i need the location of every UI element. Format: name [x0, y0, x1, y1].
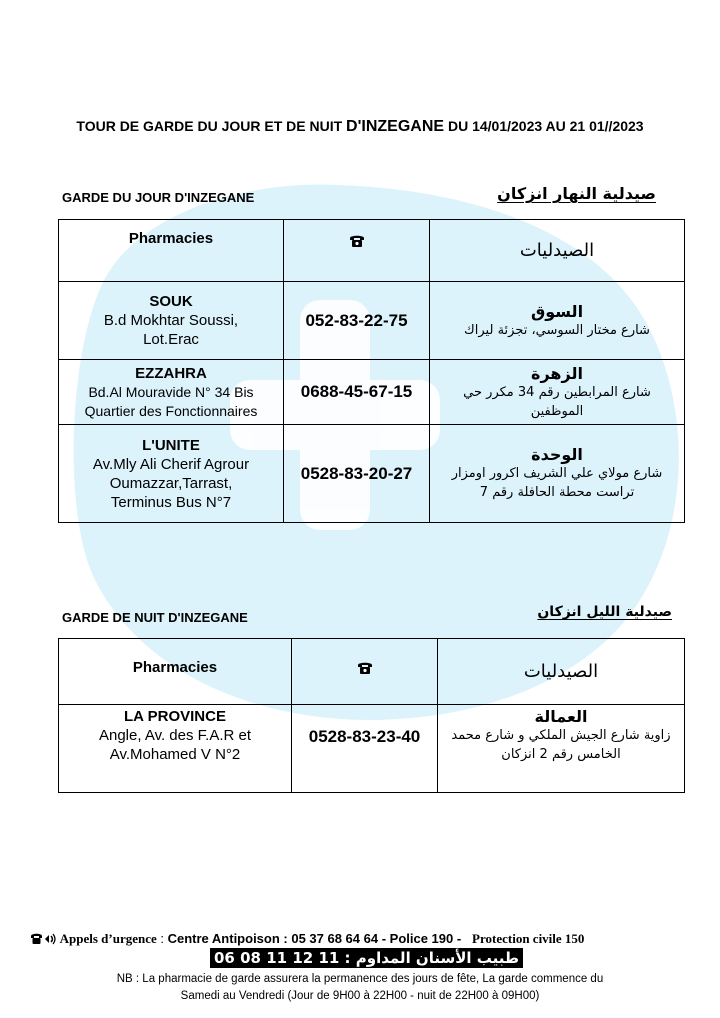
pharmacy-address-ar: زاوية شارع الجيش الملكي و شارع محمد	[451, 728, 671, 743]
col-header-arabic: الصيدليات	[438, 639, 685, 705]
pharmacy-name-ar: السوق	[530, 301, 584, 321]
title-city: D'INZEGANE	[346, 118, 445, 135]
pharmacy-address-fr: Quartier des Fonctionnaires	[84, 402, 258, 419]
pharmacy-ar-cell	[430, 360, 685, 425]
pharmacy-phone: 052-83-22-75	[284, 282, 430, 360]
pharmacy-name-ar: الزهرة	[531, 363, 583, 383]
pharmacy-fr-cell	[59, 360, 284, 425]
pharmacy-name-fr: SOUK	[149, 293, 193, 310]
pharmacy-address-fr: Lot.Erac	[143, 331, 199, 348]
telephone-icon	[357, 661, 373, 678]
pharmacy-phone: 0528-83-23-40	[292, 705, 438, 793]
pharmacy-address-ar: شارع المرابطين رقم 34 مكرر حي	[463, 384, 651, 400]
pharmacy-address-fr: Terminus Bus N°7	[110, 493, 232, 511]
pharmacy-address-fr: Av.Mohamed V N°2	[109, 746, 241, 763]
page-title	[0, 118, 720, 136]
title-prefix: TOUR DE GARDE DU JOUR ET DE NUIT	[76, 118, 347, 134]
table-row	[59, 425, 685, 523]
pharmacy-address-ar: تراست محطة الحافلة رقم 7	[479, 485, 635, 500]
pharmacy-address-ar: الخامس رقم 2 انزكان	[501, 747, 621, 762]
note	[0, 971, 720, 1005]
pharmacy-name-ar: الوحدة	[531, 445, 583, 464]
pharmacy-fr-cell	[59, 282, 284, 360]
night-pharmacy-table	[58, 638, 685, 793]
antipoison-text: Centre Antipoison : 05 37 68 64 64 - Police 190 -	[167, 931, 462, 946]
emergency-line	[30, 931, 584, 948]
night-heading-fr: GARDE DE NUIT D'INZEGANE	[62, 610, 248, 625]
pharmacy-fr-cell	[59, 425, 284, 523]
pharmacy-fr-cell	[59, 705, 292, 793]
pharmacy-address-ar: الموظفين	[530, 403, 584, 419]
pharmacy-address-fr: Angle, Av. des F.A.R et	[98, 727, 252, 744]
day-pharmacy-table	[58, 219, 685, 523]
urgence-label: Appels d’urgence	[59, 931, 157, 946]
col-header-arabic: الصيدليات	[430, 220, 685, 282]
telephone-icon	[349, 234, 365, 251]
table-header-row	[59, 639, 685, 705]
urgence-colon: :	[156, 931, 168, 946]
pharmacy-address-fr: Oumazzar,Tarrast,	[109, 474, 233, 492]
pharmacy-name-fr: L'UNITE	[142, 436, 200, 454]
day-heading-ar: صيدلية النهار انزكان	[497, 184, 656, 203]
title-suffix: DU 14/01/2023 AU 21 01//2023	[444, 118, 644, 134]
pharmacy-address-fr: Bd.Al Mouravide N° 34 Bis	[88, 383, 254, 400]
col-header-phone	[292, 639, 438, 705]
pharmacy-address-fr: B.d Mokhtar Soussi,	[103, 312, 239, 329]
pharmacy-address-ar: شارع مولاي علي الشريف اكرور اومزار	[451, 466, 663, 481]
pharmacy-phone: 0528-83-20-27	[284, 425, 430, 523]
dentist-on-duty: طبيب الأسنان المداوم : 11 12 11 08 06	[210, 948, 523, 968]
pharmacy-name-ar: العمالة	[534, 707, 588, 726]
col-header-pharmacies: Pharmacies	[59, 639, 292, 705]
table-header-row	[59, 220, 685, 282]
col-header-pharmacies: Pharmacies	[59, 220, 284, 282]
pharmacy-ar-cell	[430, 425, 685, 523]
emergency-phone-icon	[30, 933, 56, 948]
pharmacy-phone: 0688-45-67-15	[284, 360, 430, 425]
pharmacy-name-fr: EZZAHRA	[135, 364, 207, 382]
table-row	[59, 282, 685, 360]
night-heading-ar: صيدلية الليل انزكان	[537, 604, 672, 620]
col-header-phone	[284, 220, 430, 282]
pharmacy-ar-cell	[438, 705, 685, 793]
day-heading-fr: GARDE DU JOUR D'INZEGANE	[62, 190, 255, 205]
pharmacy-ar-cell	[430, 282, 685, 360]
table-row	[59, 360, 685, 425]
note-line-1: NB : La pharmacie de garde assurera la permanence des jours de fête, La garde commence du	[116, 973, 604, 985]
pharmacy-address-fr: Av.Mly Ali Cherif Agrour	[92, 455, 250, 473]
table-row	[59, 705, 685, 793]
pharmacy-name-fr: LA PROVINCE	[124, 708, 226, 725]
protection-civile-text: Protection civile 150	[472, 931, 585, 946]
note-line-2: Samedi au Vendredi (Jour de 9H00 à 22H00 - nuit de 22H00 à 09H00)	[180, 990, 540, 1002]
pharmacy-address-ar: شارع مختار السوسي، تجزئة ليراك	[464, 322, 650, 338]
